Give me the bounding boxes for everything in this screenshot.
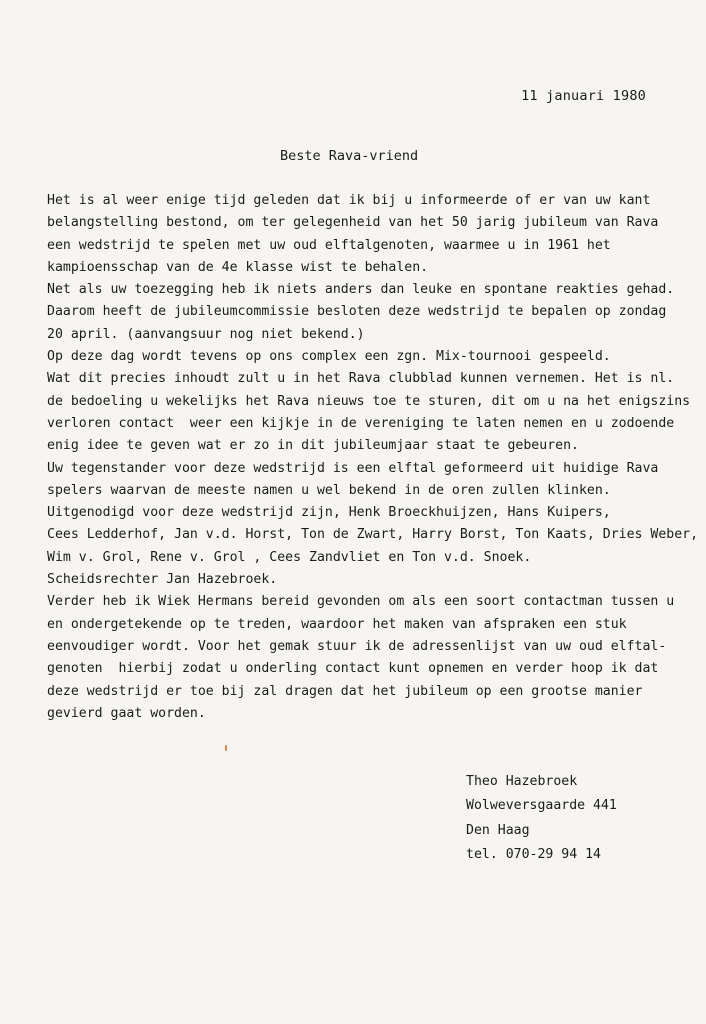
- body-line: 20 april. (aanvangsuur nog niet bekend.): [47, 326, 365, 342]
- body-line: een wedstrijd te spelen met uw oud elftalgenoten, waarmee u in 1961 het: [47, 237, 611, 253]
- body-line: gevierd gaat worden.: [47, 705, 206, 721]
- letter-body: [47, 190, 699, 725]
- body-line: spelers waarvan de meeste namen u wel bekend in de oren zullen klinken.: [47, 482, 611, 498]
- letter-date: 11 januari 1980: [521, 88, 646, 104]
- body-line: belangstelling bestond, om ter gelegenheid van het 50 jarig jubileum van Rava: [47, 215, 659, 231]
- body-line: Op deze dag wordt tevens op ons complex een zgn. Mix-tournooi gespeeld.: [47, 349, 611, 365]
- body-line: en ondergetekende op te treden, waardoor het maken van afspraken een stuk: [47, 616, 627, 632]
- body-line: Wat dit precies inhoudt zult u in het Rava clubblad kunnen vernemen. Het is nl.: [47, 371, 675, 387]
- body-line: genoten hierbij zodat u onderling contact kunt opnemen en verder hoop ik dat: [47, 661, 659, 677]
- body-line: Cees Ledderhof, Jan v.d. Horst, Ton de Zwart, Harry Borst, Ton Kaats, Dries Weber,: [47, 527, 699, 543]
- body-line: Het is al weer enige tijd geleden dat ik bij u informeerde of er van uw kant: [47, 193, 651, 208]
- signature-city: Den Haag: [466, 822, 530, 838]
- body-line: Uitgenodigd voor deze wedstrijd zijn, Henk Broeckhuijzen, Hans Kuipers,: [47, 505, 611, 521]
- signature-street: Wolweversgaarde 441: [466, 798, 617, 814]
- body-line: eenvoudiger wordt. Voor het gemak stuur ik de adressenlijst van uw oud elftal-: [47, 638, 667, 654]
- ink-mark: [225, 745, 227, 751]
- signature-phone: tel. 070-29 94 14: [466, 846, 601, 862]
- body-line: kampioensschap van de 4e klasse wist te behalen.: [47, 259, 429, 275]
- body-line: Verder heb ik Wiek Hermans bereid gevonden om als een soort contactman tussen u: [47, 594, 675, 610]
- body-line: enig idee te geven wat er zo in dit jubileumjaar staat te gebeuren.: [47, 438, 579, 454]
- signature-name: Theo Hazebroek: [466, 774, 578, 789]
- salutation: Beste Rava-vriend: [280, 148, 419, 164]
- body-line: verloren contact weer een kijkje in de vereniging te laten nemen en u zodoende: [47, 415, 675, 431]
- body-line: Uw tegenstander voor deze wedstrijd is een elftal geformeerd uit huidige Rava: [47, 460, 659, 476]
- body-line: deze wedstrijd er toe bij zal dragen dat het jubileum op een grootse manier: [47, 683, 643, 699]
- signature-block: [466, 770, 617, 867]
- body-line: de bedoeling u wekelijks het Rava nieuws toe te sturen, dit om u na het enigszins: [47, 393, 691, 409]
- body-line: Net als uw toezegging heb ik niets anders dan leuke en spontane reakties gehad.: [47, 282, 675, 298]
- body-line: Wim v. Grol, Rene v. Grol , Cees Zandvliet en Ton v.d. Snoek.: [47, 549, 532, 565]
- body-line: Daarom heeft de jubileumcommissie besloten deze wedstrijd te bepalen op zondag: [47, 304, 667, 320]
- body-line: Scheidsrechter Jan Hazebroek.: [47, 572, 278, 588]
